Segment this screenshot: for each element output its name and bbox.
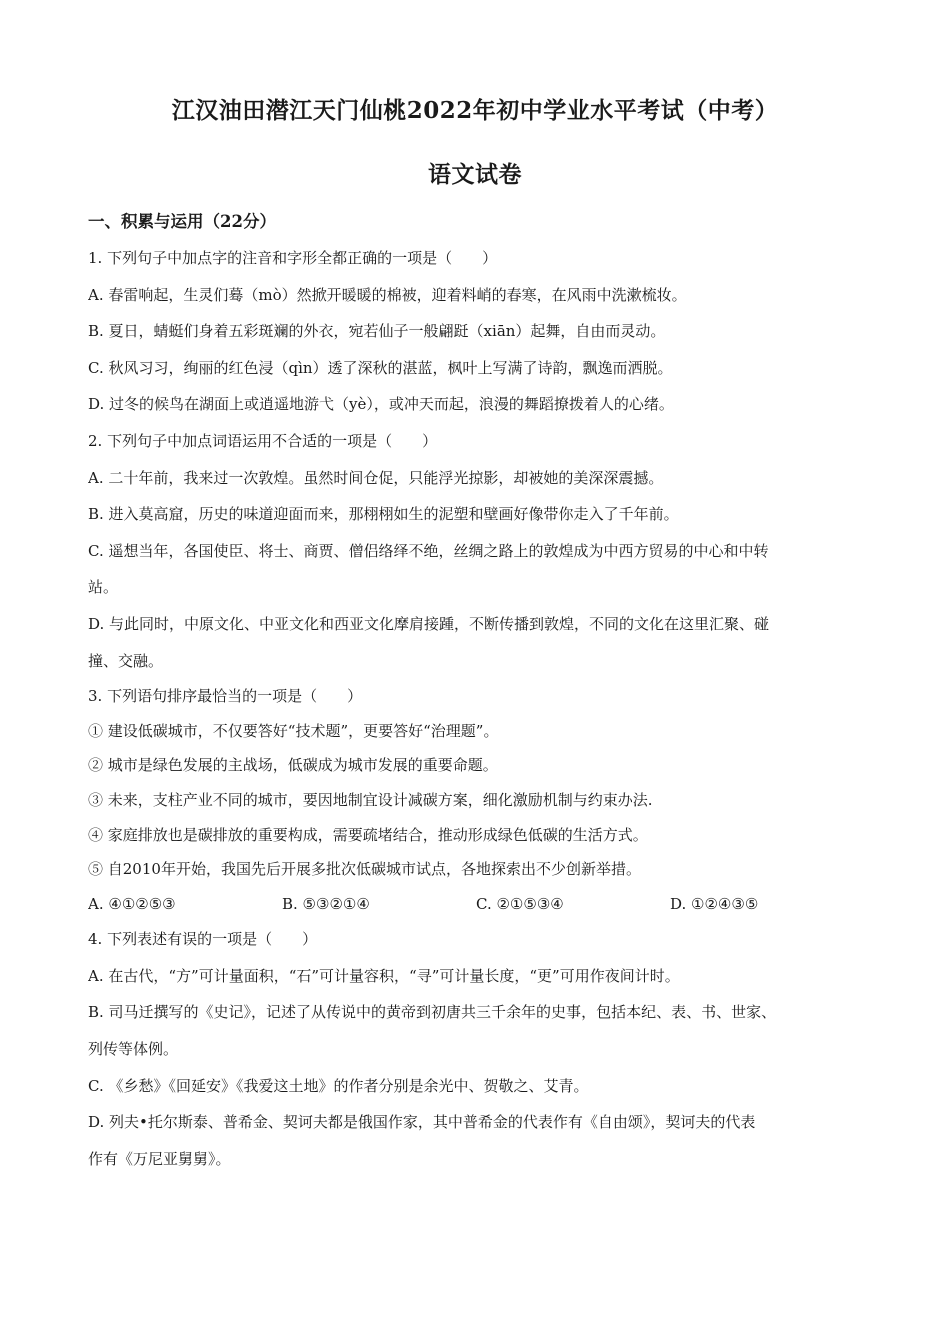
q2-option-a: A. 二十年前，我来过一次敦煌。虽然时间仓促，只能浮光掠影，却被她的美深深震撼。 — [88, 468, 664, 487]
q1-option-a: A. 春雷响起，生灵们蓦（mò）然掀开暖暖的棉被，迎着料峭的春寒，在风雨中洗漱梳妆。 — [88, 285, 687, 304]
q3-stem: 3. 下列语句排序最恰当的一项是（ ） — [88, 687, 363, 706]
q3-sentence-5: ⑤ 自2010年开始，我国先后开展多批次低碳城市试点，各地探索出不少创新举措。 — [88, 860, 641, 879]
exam-title: 江汉油田潜江天门仙桃2022年初中学业水平考试（中考） — [171, 97, 779, 124]
q1-option-c: C. 秋风习习，绚丽的红色浸（qìn）透了深秋的湛蓝，枫叶上写满了诗韵，飘逸而洒脱。 — [88, 358, 673, 377]
q3-sentence-1: ① 建设低碳城市，不仅要答好“技术题”，更要答好“治理题”。 — [88, 721, 499, 740]
q3-options — [88, 887, 864, 922]
q4-option-c: C. 《乡愁》《回延安》《我爱这土地》的作者分别是余光中、贺敬之、艾青。 — [88, 1076, 589, 1095]
q1-stem: 1. 下列句子中加点字的注音和字形全都正确的一项是（ ） — [88, 249, 498, 267]
q2-option-c: C. 遥想当年，各国使臣、将士、商贾、僧侣络绎不绝，丝绸之路上的敦煌成为中西方贸易的中心和中转 — [88, 541, 769, 560]
q3-sentence-3: ③ 未来，支柱产业不同的城市，要因地制宜设计减碳方案，细化激励机制与约束办法. — [88, 790, 653, 809]
q2-option-d: D. 与此同时，中原文化、中亚文化和西亚文化摩肩接踵，不断传播到敦煌，不同的文化在这里汇聚、碰 — [88, 614, 770, 633]
q2-option-c-cont: 站。 — [88, 578, 119, 597]
exam-subtitle: 语文试卷 — [428, 161, 522, 188]
question-body — [88, 240, 864, 1177]
q3-option-d: D. ①②④③⑤ — [670, 894, 759, 913]
section-heading: 一、积累与运用（22分） — [88, 212, 276, 231]
q3-sentence-4: ④ 家庭排放也是碳排放的重要构成，需要疏堵结合，推动形成绿色低碳的生活方式。 — [88, 825, 648, 844]
q4-option-b: B. 司马迁撰写的《史记》，记述了从传说中的黄帝到初唐共三千余年的史事，包括本纪、表、书、世家、 — [88, 1003, 777, 1022]
q3-option-a: A. ④①②⑤③ — [88, 894, 176, 913]
q4-option-d: D. 列夫•托尔斯泰、普希金、契诃夫都是俄国作家，其中普希金的代表作有《自由颂》，契诃夫的代表 — [88, 1113, 756, 1132]
q3-sentence-2: ② 城市是绿色发展的主战场，低碳成为城市发展的重要命题。 — [88, 756, 498, 775]
q1-option-d: D. 过冬的候鸟在湖面上或逍遥地游弋（yè），或冲天而起，浪漫的舞蹈撩拨着人的心绪。 — [88, 395, 674, 414]
q4-option-d-cont: 作有《万尼亚舅舅》。 — [88, 1149, 231, 1168]
q4-option-b-cont: 列传等体例。 — [88, 1040, 179, 1059]
q2-option-b: B. 进入莫高窟，历史的味道迎面而来，那栩栩如生的泥塑和壁画好像带你走入了千年前。 — [88, 505, 679, 524]
q3-option-b: B. ⑤③②①④ — [282, 894, 370, 913]
q4-stem: 4. 下列表述有误的一项是（ ） — [88, 930, 318, 949]
q1-option-b: B. 夏日，蜻蜓们身着五彩斑斓的外衣，宛若仙子一般翩跹（xiān）起舞，自由而灵动。 — [88, 322, 666, 341]
q3-option-c: C. ②①⑤③④ — [476, 894, 564, 913]
q2-option-d-cont: 撞、交融。 — [88, 651, 164, 670]
q2-stem: 2. 下列句子中加点词语运用不合适的一项是（ ） — [88, 431, 438, 450]
q4-option-a: A. 在古代，“方”可计量面积，“石”可计量容积，“寻”可计量长度，“更”可用作夜间计时。 — [88, 966, 680, 985]
